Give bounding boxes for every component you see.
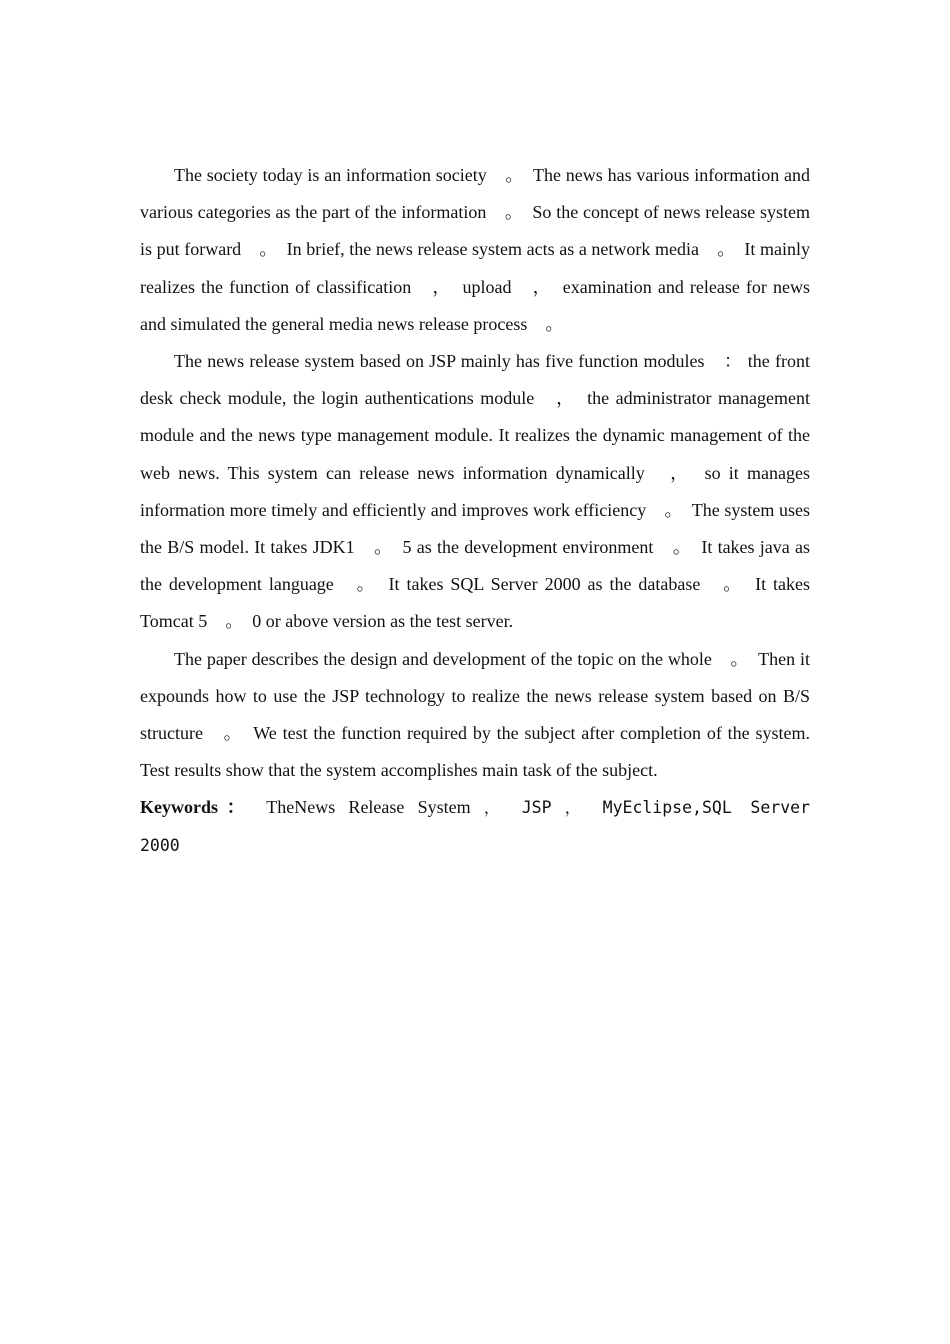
abstract-paragraph-1: The society today is an information society 。 The news has various information and various categories as the part of the information 。 So the concept of news release system is put forward 。 In brief, the news release system acts as a network media 。 It mainly realizes the function of classification ， upload ， examination and release for news and simulated the general media news release process 。 — [140, 165, 810, 334]
keyword-separator: ， — [483, 798, 509, 818]
keyword-news-release-system: TheNews Release System — [266, 797, 471, 818]
keywords-colon: ： — [218, 797, 254, 818]
abstract-body — [140, 157, 810, 864]
keyword-sql-server-version: 2000 — [140, 835, 180, 855]
keywords-line — [140, 789, 810, 826]
keywords-label: Keywords — [140, 797, 218, 818]
abstract-paragraph-2: The news release system based on JSP mainly has five function modules ： the front desk check module, the login authentications module ， the administrator management module and the news type management module. It realizes the dynamic management of the web news. This system can release news information dynamically ， so it manages information more timely and efficiently and improves work efficiency 。 The system uses the B/S model. It takes JDK1 。 5 as the development environment 。 It takes java as the development language 。 It takes SQL Server 2000 as the database 。 It takes Tomcat 5 。 0 or above version as the test server. — [140, 351, 810, 632]
keyword-jsp: JSP — [521, 798, 552, 818]
keyword-separator: ， — [564, 798, 590, 818]
abstract-paragraph-3: The paper describes the design and development of the topic on the whole 。 Then it expounds how to use the JSP technology to realize the news release system based on B/S structure 。 We test the function required by the subject after completion of the system. Test results show that the system accomplishes main task of the subject. — [140, 648, 810, 781]
keyword-myeclipse-sql-server: MyEclipse,SQL Server — [602, 798, 811, 818]
